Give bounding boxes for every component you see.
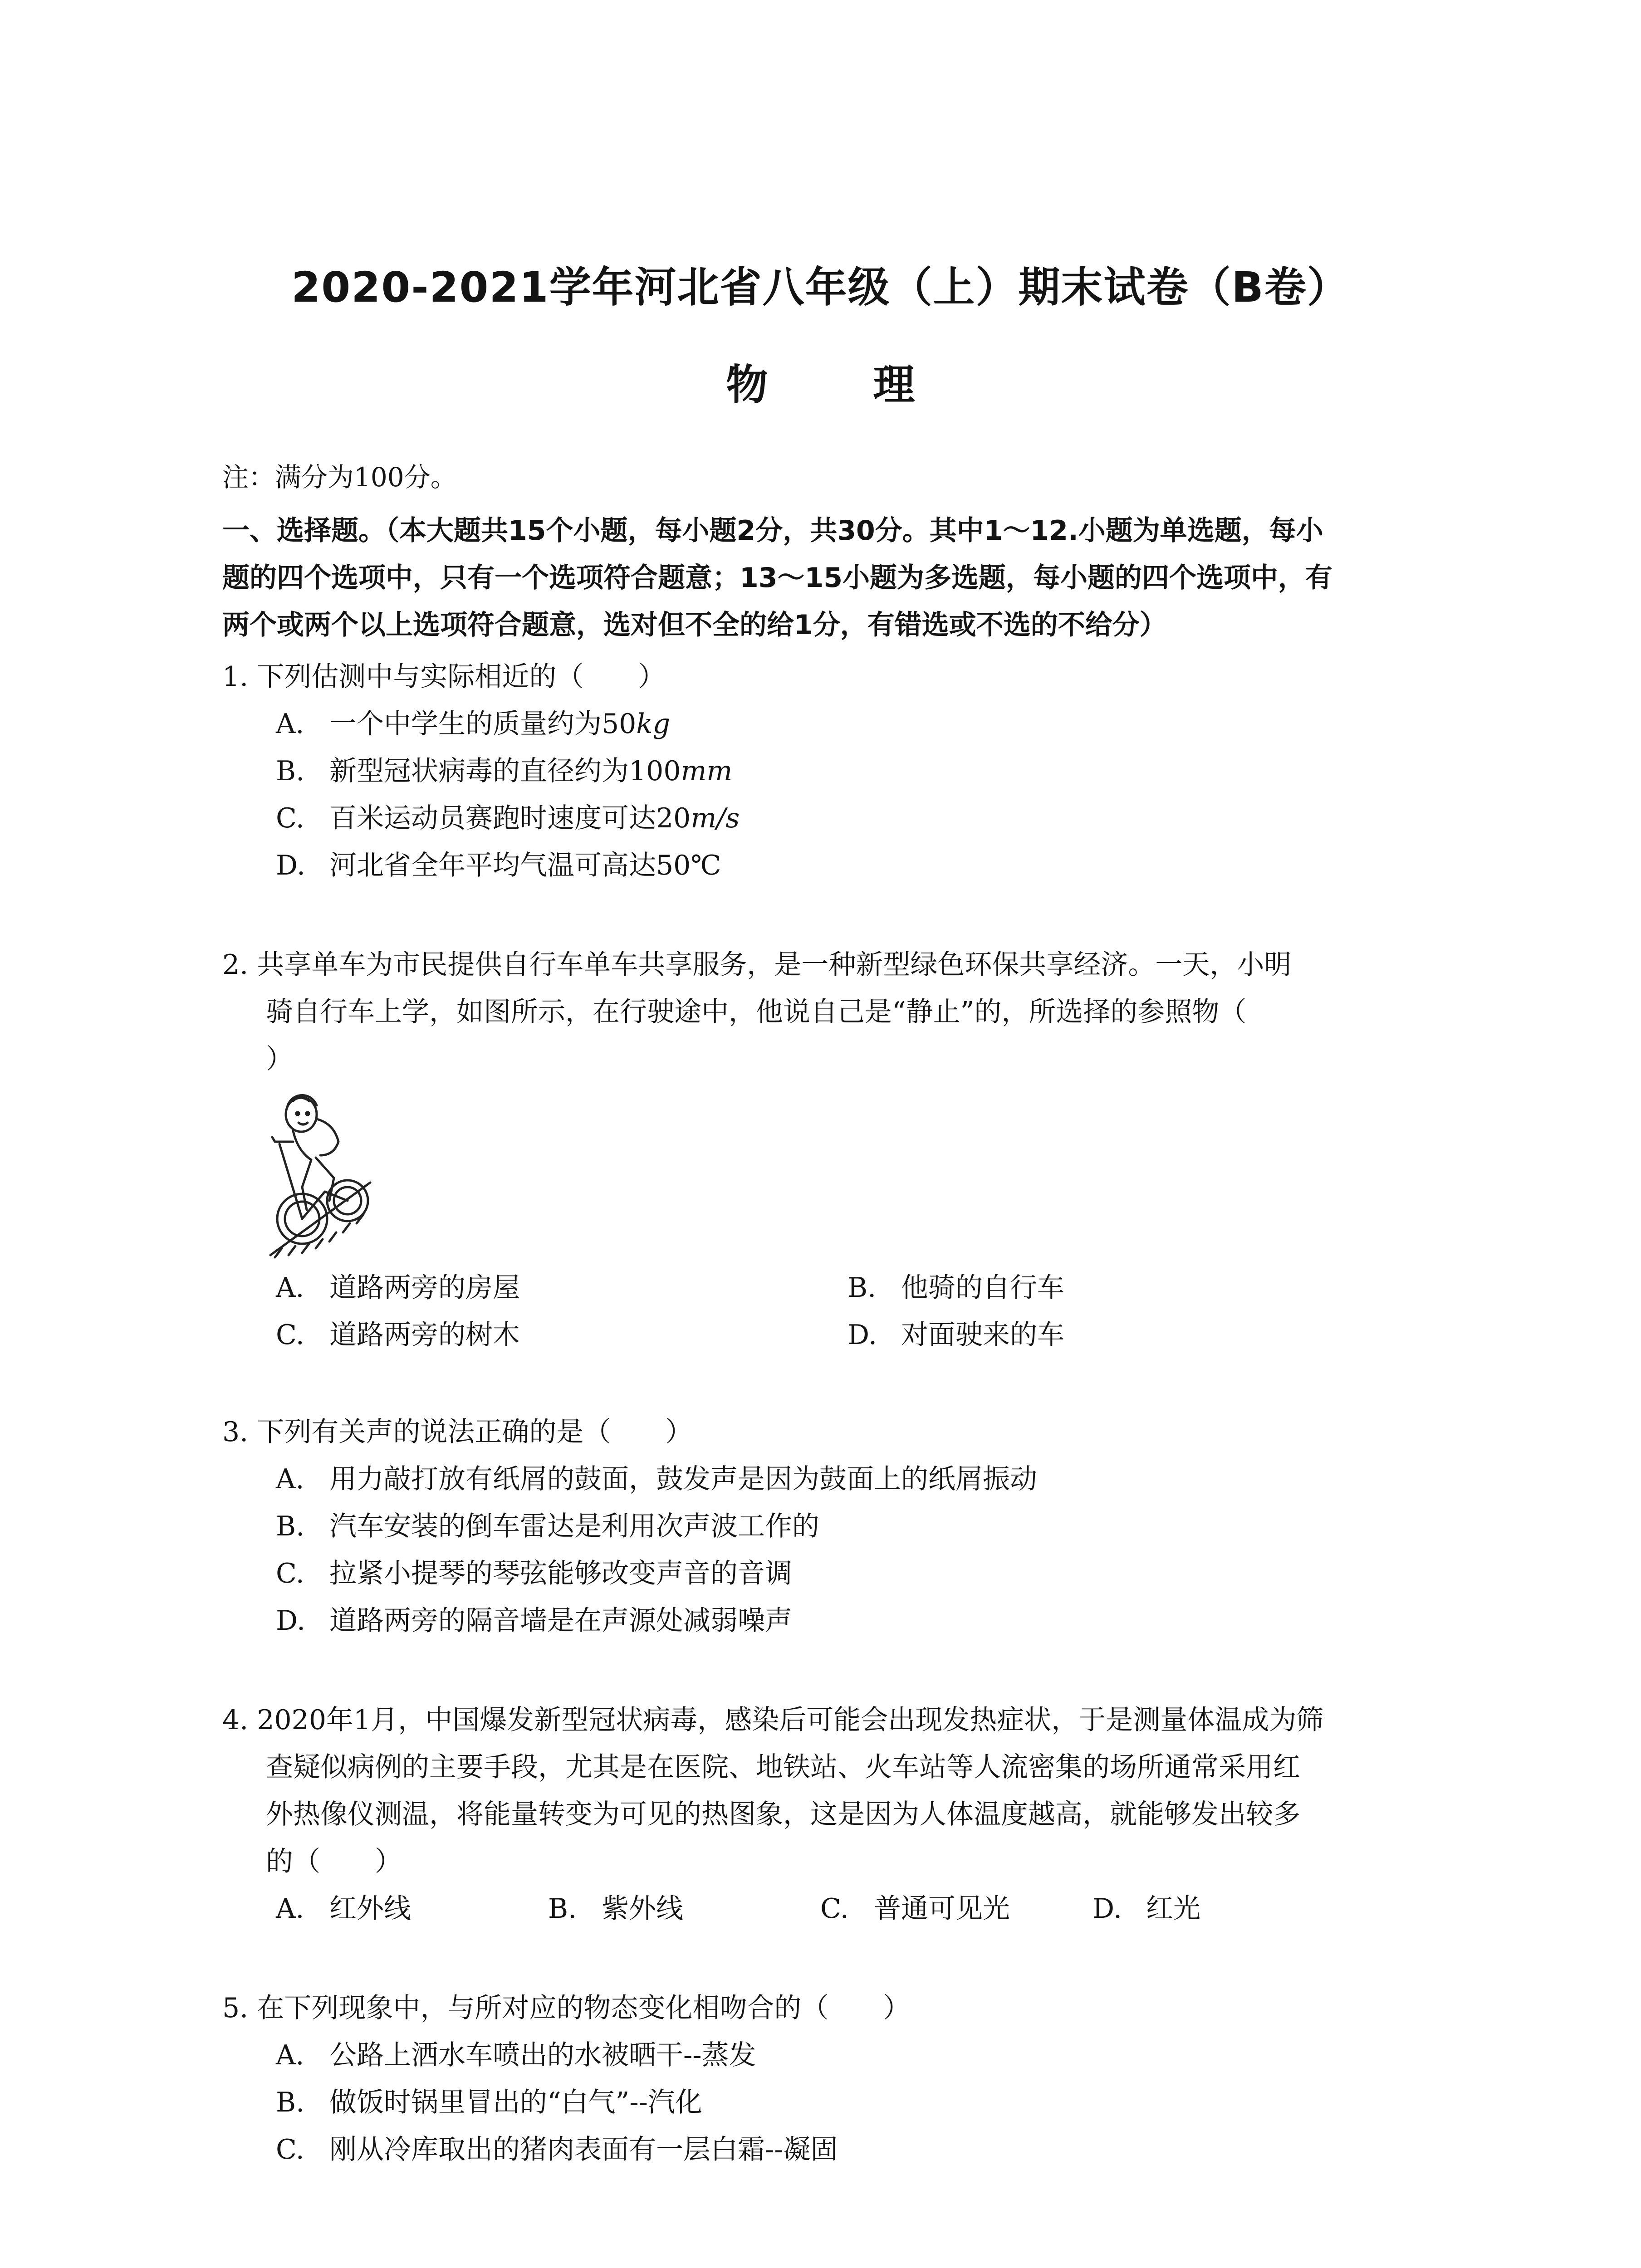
unit: m/s [691,802,740,834]
page-title: 2020-2021学年河北省八年级（上）期末试卷（B卷） [291,263,1350,312]
options-row [222,1885,1323,1932]
unit: mm [681,755,733,787]
question-stem: 查疑似病例的主要手段，尤其是在医院、地铁站、火车站等人流密集的场所通常采用红 [266,1751,1300,1783]
instruction-line: 题的四个选项中，只有一个选项符合题意；13～15小题为多选题，每小题的四个选项中，有 [222,562,1332,594]
option-b: B. 做饭时锅里冒出的“白气”--汽化 [276,2087,702,2118]
question-5 [222,1984,910,2173]
options-row [222,1311,1419,1359]
question-number: 5. [222,1992,249,2024]
subject-heading: 物 理 [726,361,960,409]
option-a: A. 公路上洒水车喷出的水被晒干--蒸发 [276,2039,756,2071]
option-d: D. 对面驶来的车 [847,1319,1064,1351]
question-2 [222,941,1419,1359]
score-note: 注：满分为100分。 [222,462,457,493]
question-3 [222,1408,1037,1644]
question-number: 4. [222,1704,249,1736]
question-1 [222,653,740,889]
option-b: B. 汽车安装的倒车雷达是利用次声波工作的 [276,1510,819,1542]
option-a: A. 道路两旁的房屋 [276,1272,520,1304]
option-a: A. 红外线 [276,1893,411,1925]
option-b: B. 紫外线 [548,1893,683,1925]
question-stem: 2020年1月，中国爆发新型冠状病毒，感染后可能会出现发热症状，于是测量体温成为筛 [257,1704,1324,1736]
option-c: C. 道路两旁的树木 [276,1319,520,1351]
question-stem: 的（ ） [266,1846,402,1877]
option-d: D. 红光 [1092,1893,1200,1925]
option-c: C. 普通可见光 [820,1893,1010,1925]
instruction-line: 一、选择题。（本大题共15个小题，每小题2分，共30分。其中1～12.小题为单选题，每小 [222,515,1323,547]
instruction-line: 两个或两个以上选项符合题意，选对但不全的给1分，有错选或不选的不给分） [222,609,1167,641]
option-d: D. 道路两旁的隔音墙是在声源处减弱噪声 [276,1605,792,1637]
option-c: C. 刚从冷库取出的猪肉表面有一层白霜--凝固 [276,2134,838,2165]
question-stem: 外热像仪测温，将能量转变为可见的热图象，这是因为人体温度越高，就能够发出较多 [266,1799,1300,1830]
question-stem: 在下列现象中，与所对应的物态变化相吻合的（ ） [257,1992,911,2024]
question-number: 1. [222,661,249,693]
question-number: 3. [222,1416,249,1448]
options-row [222,1264,1419,1311]
option-b: B. 新型冠状病毒的直径约为100mm [276,755,733,787]
option-a: A. 用力敲打放有纸屑的鼓面，鼓发声是因为鼓面上的纸屑振动 [276,1463,1037,1495]
unit: kg [636,708,671,740]
question-number: 2. [222,949,249,981]
question-stem: 下列有关声的说法正确的是（ ） [257,1416,693,1448]
option-c: C. 拉紧小提琴的琴弦能够改变声音的音调 [276,1558,792,1589]
cyclist-illustration [266,1087,375,1260]
question-4 [222,1696,1323,1932]
question-stem: 骑自行车上学，如图所示，在行驶途中，他说自己是“静止”的，所选择的参照物（ [266,996,1247,1028]
section-instructions [222,507,1447,649]
option-d: D. 河北省全年平均气温可高达50℃ [276,850,721,881]
option-c: C. 百米运动员赛跑时速度可达20m/s [276,802,740,834]
option-a: A. 一个中学生的质量约为50kg [276,708,671,740]
question-stem: ） [266,1043,293,1075]
question-stem: 共享单车为市民提供自行车单车共享服务，是一种新型绿色环保共享经济。一天，小明 [257,949,1292,981]
question-stem: 下列估测中与实际相近的（ ） [257,661,666,693]
option-b: B. 他骑的自行车 [847,1272,1064,1304]
